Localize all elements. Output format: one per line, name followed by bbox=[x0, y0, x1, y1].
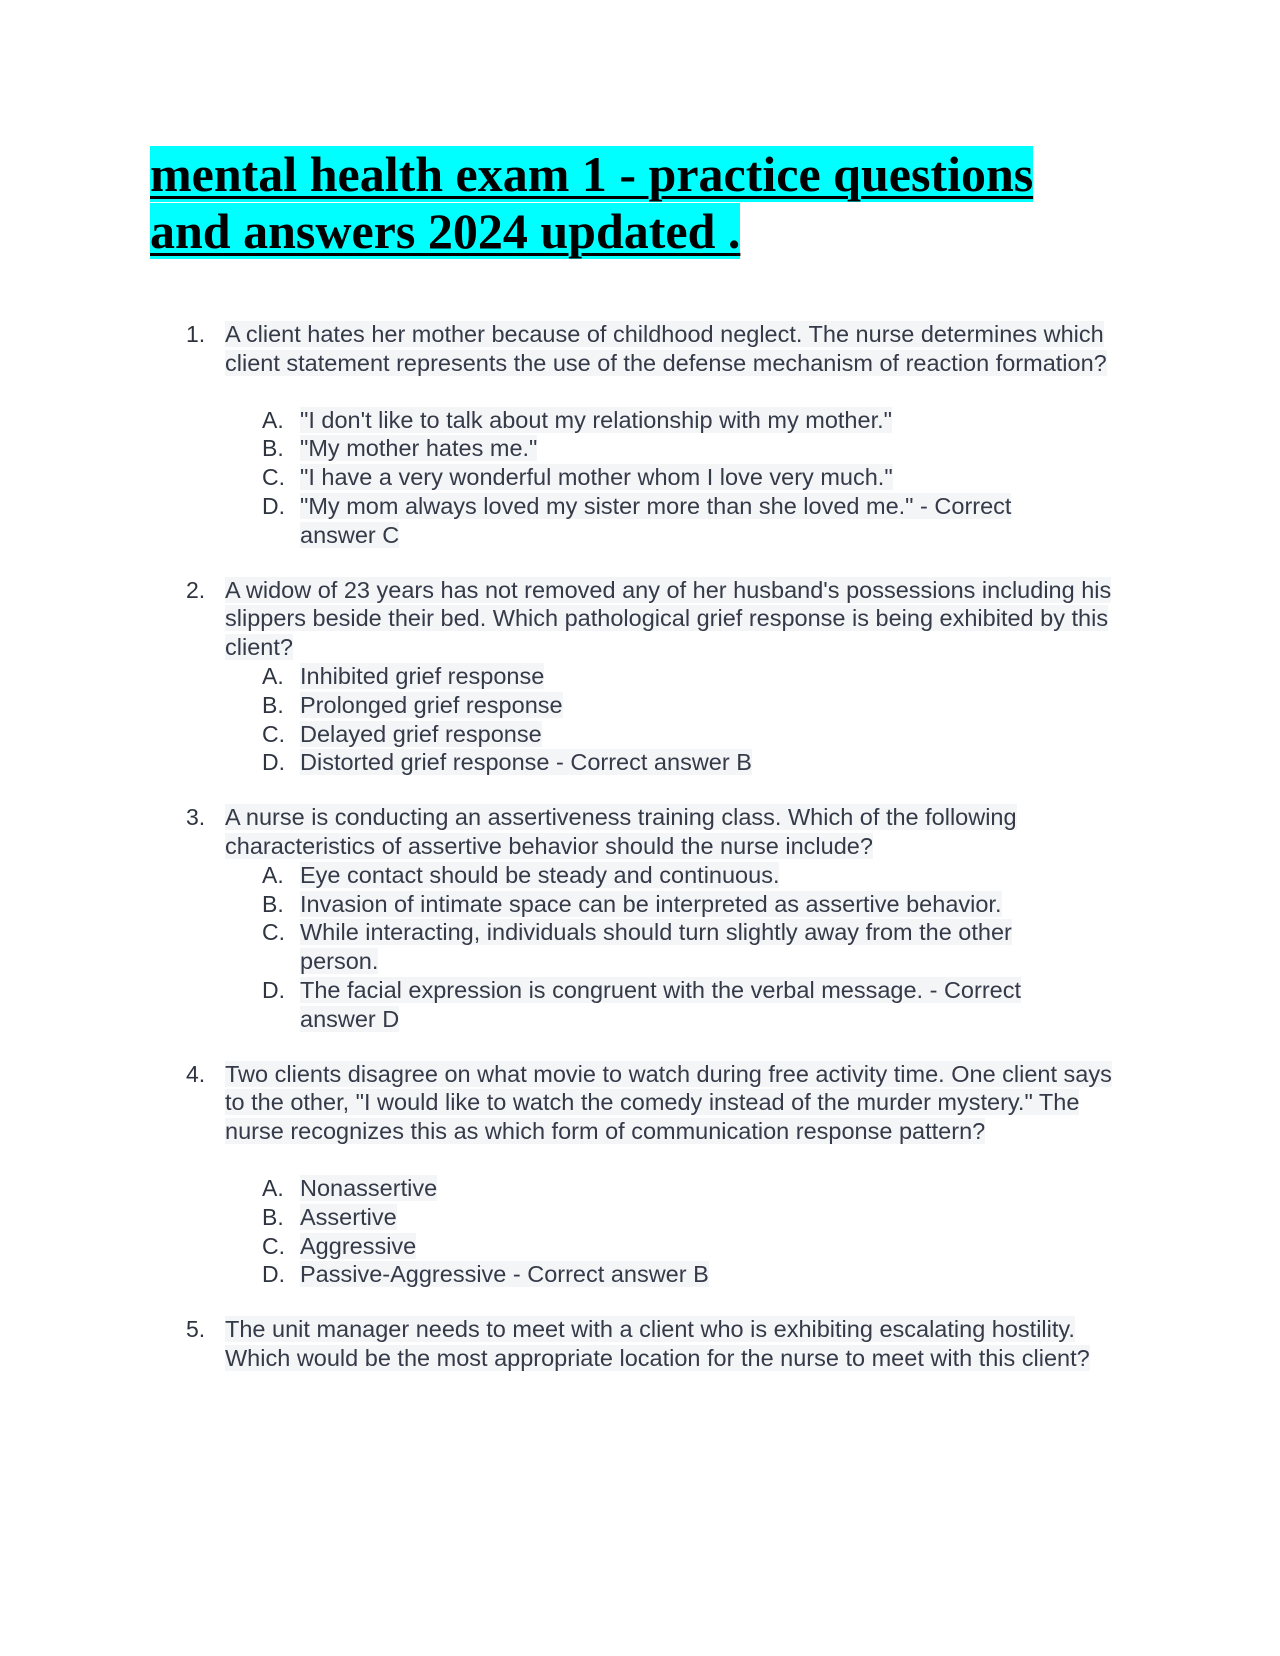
question-number: 1. bbox=[186, 321, 206, 347]
option-list bbox=[0, 662, 1280, 777]
option-text-wrap bbox=[300, 918, 1080, 976]
question-2 bbox=[0, 576, 1280, 778]
option-text: Assertive bbox=[300, 1203, 397, 1230]
title-line-2: and answers 2024 updated . bbox=[150, 203, 741, 259]
option-text-wrap bbox=[300, 492, 1080, 550]
option-letter: B. bbox=[262, 1203, 284, 1230]
option-letter: D. bbox=[262, 749, 285, 776]
question-text: Two clients disagree on what movie to watch during free activity time. One client says to the other, "I would like to watch the comedy instead of the murder mystery." The nurse recognizes this as which form of communication response pattern? bbox=[225, 1060, 1112, 1145]
option-a bbox=[0, 1174, 1280, 1203]
question-text: A widow of 23 years has not removed any of her husband's possessions including his slippers beside their bed. Which pathological grief response is being exhibited by this client? bbox=[225, 576, 1112, 661]
option-text: While interacting, individuals should turn slightly away from the other person. bbox=[300, 919, 1012, 975]
option-text: Nonassertive bbox=[300, 1174, 438, 1201]
option-d bbox=[0, 1260, 1280, 1289]
option-letter: D. bbox=[262, 1261, 285, 1288]
option-list bbox=[0, 1174, 1280, 1289]
question-text: A nurse is conducting an assertiveness training class. Which of the following characteristics of assertive behavior should the nurse include? bbox=[225, 804, 1017, 859]
option-text: Distorted grief response - Correct answer B bbox=[300, 749, 752, 776]
option-text-wrap bbox=[300, 691, 1080, 720]
question-5 bbox=[0, 1315, 1280, 1373]
option-text-wrap bbox=[300, 976, 1080, 1034]
option-text-wrap bbox=[300, 890, 1080, 919]
option-b bbox=[0, 691, 1280, 720]
option-d bbox=[0, 748, 1280, 777]
option-a bbox=[0, 406, 1280, 435]
title-line-1: mental health exam 1 - practice questions bbox=[150, 146, 1034, 202]
option-letter: C. bbox=[262, 464, 285, 491]
question-list bbox=[0, 320, 1280, 1399]
option-a bbox=[0, 662, 1280, 691]
question-text: A client hates her mother because of childhood neglect. The nurse determines which client statement represents the use of the defense mechanism of reaction formation? bbox=[225, 321, 1107, 376]
option-letter: B. bbox=[262, 435, 284, 462]
question-3 bbox=[0, 803, 1280, 1033]
option-d bbox=[0, 976, 1280, 1034]
option-letter: B. bbox=[262, 691, 284, 718]
question-text-wrap bbox=[225, 1315, 1125, 1373]
option-text: "I don't like to talk about my relationship with my mother." bbox=[300, 406, 892, 433]
question-number: 5. bbox=[186, 1316, 206, 1343]
option-text-wrap bbox=[300, 1174, 1080, 1203]
option-text-wrap bbox=[300, 434, 1080, 463]
question-text: The unit manager needs to meet with a client who is exhibiting escalating hostility. Which would be the most appropriate location for the nurse to meet with this client? bbox=[225, 1316, 1090, 1371]
option-text: Eye contact should be steady and continuous. bbox=[300, 861, 780, 888]
question-number: 2. bbox=[186, 576, 206, 603]
option-text: "I have a very wonderful mother whom I love very much." bbox=[300, 464, 893, 491]
question-number: 3. bbox=[186, 804, 206, 831]
option-list bbox=[0, 861, 1280, 1034]
option-a bbox=[0, 861, 1280, 890]
option-text-wrap bbox=[300, 861, 1080, 890]
option-text: "My mother hates me." bbox=[300, 435, 538, 462]
option-c bbox=[0, 463, 1280, 492]
question-1 bbox=[0, 320, 1280, 550]
question-text-wrap bbox=[225, 320, 1125, 378]
document-title bbox=[150, 146, 1070, 260]
option-text: Passive-Aggressive - Correct answer B bbox=[300, 1261, 709, 1288]
option-d bbox=[0, 492, 1280, 550]
option-letter: C. bbox=[262, 1232, 285, 1259]
option-text-wrap bbox=[300, 1203, 1080, 1232]
option-text: "My mom always loved my sister more than she loved me." - Correct answer C bbox=[300, 492, 1012, 548]
option-text: Aggressive bbox=[300, 1232, 417, 1259]
option-letter: D. bbox=[262, 976, 285, 1003]
option-letter: A. bbox=[262, 1174, 284, 1201]
question-number: 4. bbox=[186, 1060, 206, 1087]
option-list bbox=[0, 406, 1280, 550]
question-4 bbox=[0, 1060, 1280, 1290]
option-letter: C. bbox=[262, 720, 285, 747]
option-letter: A. bbox=[262, 406, 284, 433]
option-c bbox=[0, 918, 1280, 976]
option-letter: C. bbox=[262, 919, 285, 946]
option-letter: B. bbox=[262, 890, 284, 917]
option-text-wrap bbox=[300, 406, 1080, 435]
option-text: Prolonged grief response bbox=[300, 691, 563, 718]
option-text-wrap bbox=[300, 748, 1080, 777]
option-letter: A. bbox=[262, 662, 284, 689]
option-letter: D. bbox=[262, 492, 285, 519]
option-letter: A. bbox=[262, 861, 284, 888]
option-text: Invasion of intimate space can be interpreted as assertive behavior. bbox=[300, 890, 1002, 917]
option-text-wrap bbox=[300, 463, 1080, 492]
question-text-wrap bbox=[225, 803, 1125, 861]
option-b bbox=[0, 434, 1280, 463]
option-text: Inhibited grief response bbox=[300, 662, 545, 689]
question-text-wrap bbox=[225, 1060, 1125, 1146]
option-text-wrap bbox=[300, 1260, 1080, 1289]
option-text-wrap bbox=[300, 662, 1080, 691]
option-text: The facial expression is congruent with the verbal message. - Correct answer D bbox=[300, 976, 1021, 1032]
option-text-wrap bbox=[300, 1232, 1080, 1261]
option-text-wrap bbox=[300, 720, 1080, 749]
option-c bbox=[0, 1232, 1280, 1261]
option-b bbox=[0, 1203, 1280, 1232]
option-text: Delayed grief response bbox=[300, 720, 542, 747]
option-c bbox=[0, 720, 1280, 749]
question-text-wrap bbox=[225, 576, 1125, 662]
option-b bbox=[0, 890, 1280, 919]
